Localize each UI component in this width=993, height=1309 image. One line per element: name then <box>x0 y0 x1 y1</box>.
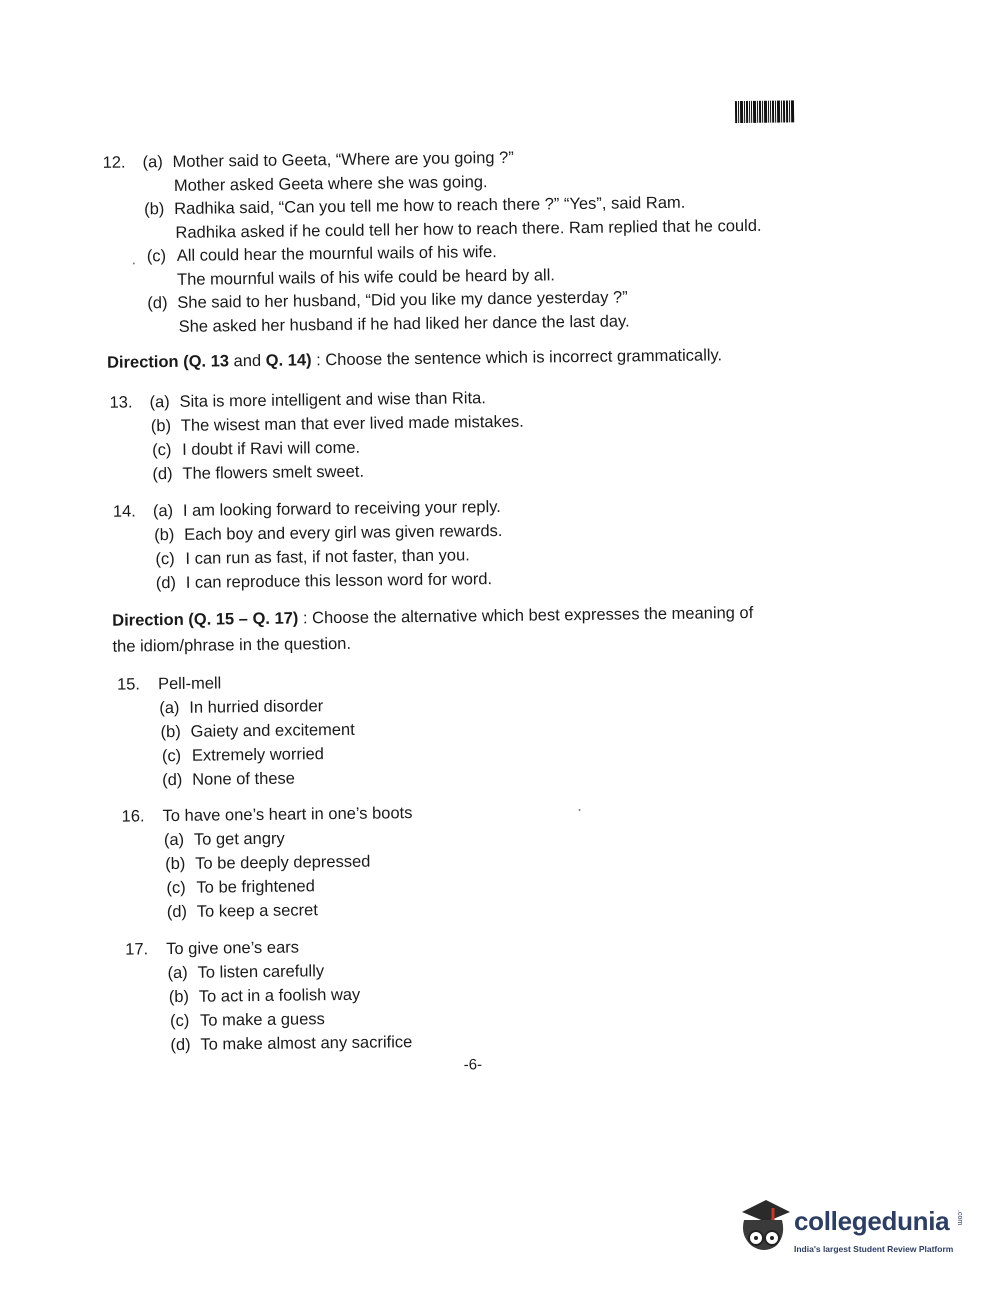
option-c: (c) Extremely worried <box>161 745 325 766</box>
option-d: (d) None of these <box>162 769 296 790</box>
direction-q13-q14: Direction (Q. 13 and Q. 14) : Choose the sentence which is incorrect grammatically. <box>106 346 723 372</box>
question-number: 15. <box>116 675 141 694</box>
option-d-answer: She asked her husband if he had liked her dance the last day. <box>178 312 630 336</box>
option-d: (d) To make almost any sacrifice <box>170 1033 413 1055</box>
question-number: 17. <box>125 940 149 959</box>
direction-q15-q17: Direction (Q. 15 – Q. 17) : Choose the alternative which best expresses the meaning of <box>112 603 754 630</box>
question-13 <box>109 383 710 490</box>
option-b: (b) Gaiety and excitement <box>160 720 355 742</box>
question-16 <box>121 799 622 925</box>
question-14 <box>113 492 714 599</box>
option-a: (a) Sita is more intelligent and wise than Rita. <box>149 389 486 412</box>
direction-q15-q17-line2: the idiom/phrase in the question. <box>112 634 352 656</box>
scan-speck <box>133 262 135 264</box>
option-c: (c) I doubt if Ravi will come. <box>152 438 361 460</box>
option-a: (a) I am looking forward to receiving your reply. <box>152 497 501 521</box>
logo-com: .com <box>956 1210 963 1226</box>
barcode <box>735 100 799 123</box>
scan-speck <box>579 809 581 811</box>
question-12 <box>102 142 804 341</box>
option-b-answer: Radhika asked if he could tell her how to reach there. Ram replied that he could. <box>175 216 762 242</box>
option-b: (b) Radhika said, “Can you tell me how to reach there ?” “Yes”, said Ram. <box>144 193 686 219</box>
logo-tagline: India's largest Student Review Platform <box>794 1244 954 1254</box>
option-d: (d) I can reproduce this lesson word for word. <box>155 570 493 593</box>
collegedunia-logo[interactable] <box>736 1196 966 1266</box>
option-a: (a) Mother said to Geeta, “Where are you going ?” <box>142 148 514 172</box>
option-d: (d) To keep a secret <box>166 901 318 922</box>
question-number: 13. <box>109 393 133 412</box>
question-number: 12. <box>102 153 126 172</box>
option-c: (c) To make a guess <box>170 1010 325 1031</box>
question-number: 14. <box>112 502 136 521</box>
option-d: (d) The flowers smelt sweet. <box>152 462 365 484</box>
option-c: (c) All could hear the mournful wails of his wife. <box>146 243 497 266</box>
question-stem: Pell-mell <box>157 674 222 694</box>
option-b: (b) Each boy and every girl was given rewards. <box>154 521 503 545</box>
option-b: (b) The wisest man that ever lived made mistakes. <box>150 412 524 436</box>
option-a: (a) In hurried disorder <box>159 697 324 718</box>
logo-brand: collegedunia <box>794 1206 950 1236</box>
question-number: 16. <box>121 807 145 826</box>
question-stem: To have one’s heart in one’s boots <box>162 804 413 826</box>
option-a: (a) To get angry <box>163 829 285 850</box>
option-a-answer: Mother asked Geeta where she was going. <box>173 173 488 195</box>
option-d: (d) She said to her husband, “Did you like my dance yesterday ?” <box>147 288 628 313</box>
question-17 <box>125 931 626 1057</box>
mascot-icon <box>736 1196 794 1258</box>
option-c-answer: The mournful wails of his wife could be heard by all. <box>176 266 556 289</box>
option-a: (a) To listen carefully <box>167 962 325 983</box>
page-number: -6- <box>463 1056 483 1074</box>
option-b: (b) To be deeply depressed <box>165 852 371 874</box>
question-stem: To give one’s ears <box>166 938 300 959</box>
option-c: (c) I can run as fast, if not faster, than you. <box>155 546 470 569</box>
option-c: (c) To be frightened <box>166 877 315 898</box>
option-b: (b) To act in a foolish way <box>168 985 361 1007</box>
question-15 <box>117 667 618 793</box>
